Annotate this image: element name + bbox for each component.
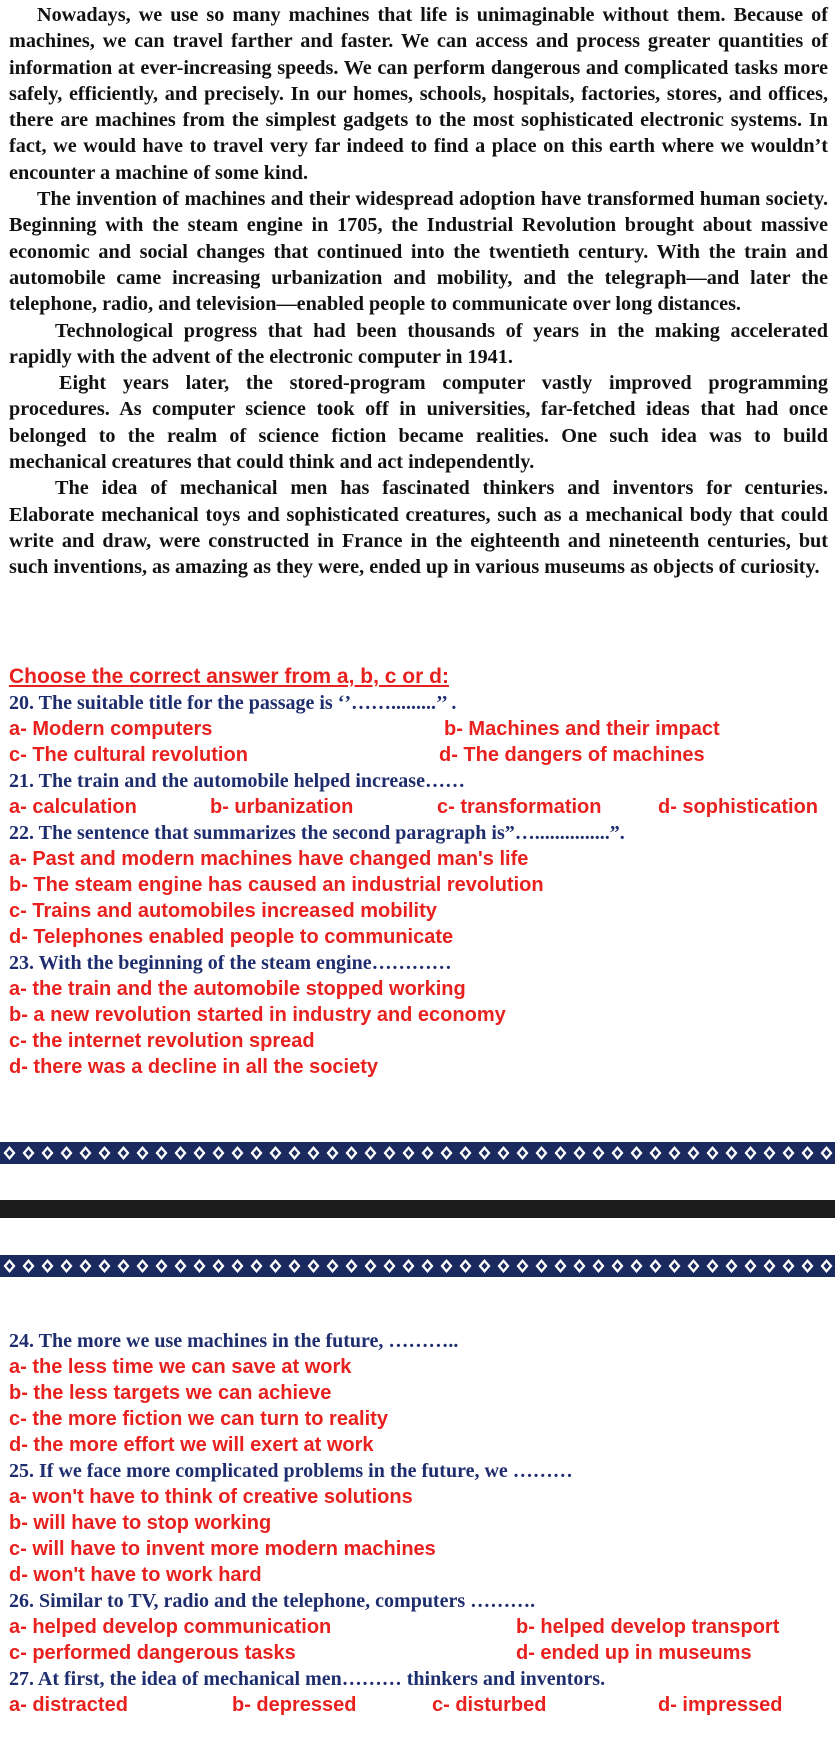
question-21: 21. The train and the automobile helped increase…… <box>9 770 465 792</box>
question-20: 20. The suitable title for the passage is ‘’…….........’’ . <box>9 692 457 714</box>
option-27-b[interactable]: b- depressed <box>232 1694 357 1716</box>
option-23-c[interactable]: c- the internet revolution spread <box>9 1030 315 1052</box>
option-23-b[interactable]: b- a new revolution started in industry and economy <box>9 1004 506 1026</box>
paragraph-5: The idea of mechanical men has fascinated thinkers and inventors for centuries. Elaborate mechanical toys and sophisticated creatures, such as a mechanical body that could write and draw, were constructed in France in the eighteenth and nineteenth centuries, but such inventions, as amazing as they were, ended up in various museums as objects of curiosity. <box>9 477 828 579</box>
option-24-c[interactable]: c- the more fiction we can turn to reality <box>9 1408 388 1430</box>
paragraph-3: Technological progress that had been thousands of years in the making accelerated rapidly with the advent of the electronic computer in 1941. <box>9 319 828 368</box>
option-20-b[interactable]: b- Machines and their impact <box>444 718 720 740</box>
question-26: 26. Similar to TV, radio and the telephone, computers ………. <box>9 1590 536 1612</box>
question-24: 24. The more we use machines in the future, ……….. <box>9 1330 459 1352</box>
option-26-d[interactable]: d- ended up in museums <box>516 1642 752 1664</box>
option-22-a[interactable]: a- Past and modern machines have changed man's life <box>9 848 529 870</box>
paragraph-4: Eight years later, the stored-program computer vastly improved programming procedures. As computer science took off in universities, far-fetched ideas that had once belonged to the realm of science fiction became realities. One such idea was to build mechanical creatures that could think and act independently. <box>9 372 828 474</box>
option-25-a[interactable]: a- won't have to think of creative solutions <box>9 1486 413 1508</box>
option-25-c[interactable]: c- will have to invent more modern machines <box>9 1538 436 1560</box>
option-20-a[interactable]: a- Modern computers <box>9 718 213 740</box>
question-23: 23. With the beginning of the steam engine………… <box>9 952 452 974</box>
option-23-d[interactable]: d- there was a decline in all the society <box>9 1056 379 1078</box>
option-24-d[interactable]: d- the more effort we will exert at work <box>9 1434 374 1456</box>
decorative-band-bottom <box>0 1255 835 1277</box>
option-26-b[interactable]: b- helped develop transport <box>516 1616 780 1638</box>
option-21-a[interactable]: a- calculation <box>9 796 137 818</box>
option-25-d[interactable]: d- won't have to work hard <box>9 1564 262 1586</box>
decorative-band-top <box>0 1142 835 1164</box>
option-25-b[interactable]: b- will have to stop working <box>9 1512 272 1534</box>
option-20-d[interactable]: d- The dangers of machines <box>439 744 705 766</box>
option-20-c[interactable]: c- The cultural revolution <box>9 744 248 766</box>
option-27-d[interactable]: d- impressed <box>658 1694 783 1716</box>
diamond-pattern-icon <box>0 1255 835 1277</box>
instruction-heading: Choose the correct answer from a, b, c or d: <box>9 665 449 688</box>
reading-passage <box>9 2 828 581</box>
diamond-pattern-icon <box>0 1142 835 1164</box>
option-22-d[interactable]: d- Telephones enabled people to communicate <box>9 926 454 948</box>
option-26-c[interactable]: c- performed dangerous tasks <box>9 1642 296 1664</box>
option-27-c[interactable]: c- disturbed <box>432 1694 547 1716</box>
question-22: 22. The sentence that summarizes the second paragraph is”…...............”. <box>9 822 625 844</box>
option-27-a[interactable]: a- distracted <box>9 1694 128 1716</box>
question-25: 25. If we face more complicated problems in the future, we ……… <box>9 1460 573 1482</box>
question-27: 27. At first, the idea of mechanical men……… thinkers and inventors. <box>9 1668 606 1690</box>
option-21-b[interactable]: b- urbanization <box>210 796 354 818</box>
option-22-b[interactable]: b- The steam engine has caused an industrial revolution <box>9 874 544 896</box>
page-divider <box>0 1200 835 1218</box>
option-23-a[interactable]: a- the train and the automobile stopped working <box>9 978 466 1000</box>
option-22-c[interactable]: c- Trains and automobiles increased mobility <box>9 900 437 922</box>
option-24-b[interactable]: b- the less targets we can achieve <box>9 1382 332 1404</box>
option-26-a[interactable]: a- helped develop communication <box>9 1616 332 1638</box>
paragraph-2: The invention of machines and their widespread adoption have transformed human society. Beginning with the steam engine in 1705, the Industrial Revolution brought about massive economic and social changes that continued into the twentieth century. With the train and automobile came increasing urbanization and mobility, and the telegraph—and later the telephone, radio, and television—enabled people to communicate over long distances. <box>9 188 828 316</box>
option-24-a[interactable]: a- the less time we can save at work <box>9 1356 352 1378</box>
option-21-d[interactable]: d- sophistication <box>658 796 818 818</box>
option-21-c[interactable]: c- transformation <box>437 796 602 818</box>
paragraph-1: Nowadays, we use so many machines that life is unimaginable without them. Because of machines, we can travel farther and faster. We can access and process greater quantities of information at ever-increasing speeds. We can perform dangerous and complicated tasks more safely, efficiently, and precisely. In our homes, schools, hospitals, factories, stores, and offices, there are machines from the simplest gadgets to the most sophisticated electronic systems. In fact, we would have to travel very far indeed to find a place on this earth where we wouldn’t encounter a machine of some kind. <box>9 4 828 184</box>
